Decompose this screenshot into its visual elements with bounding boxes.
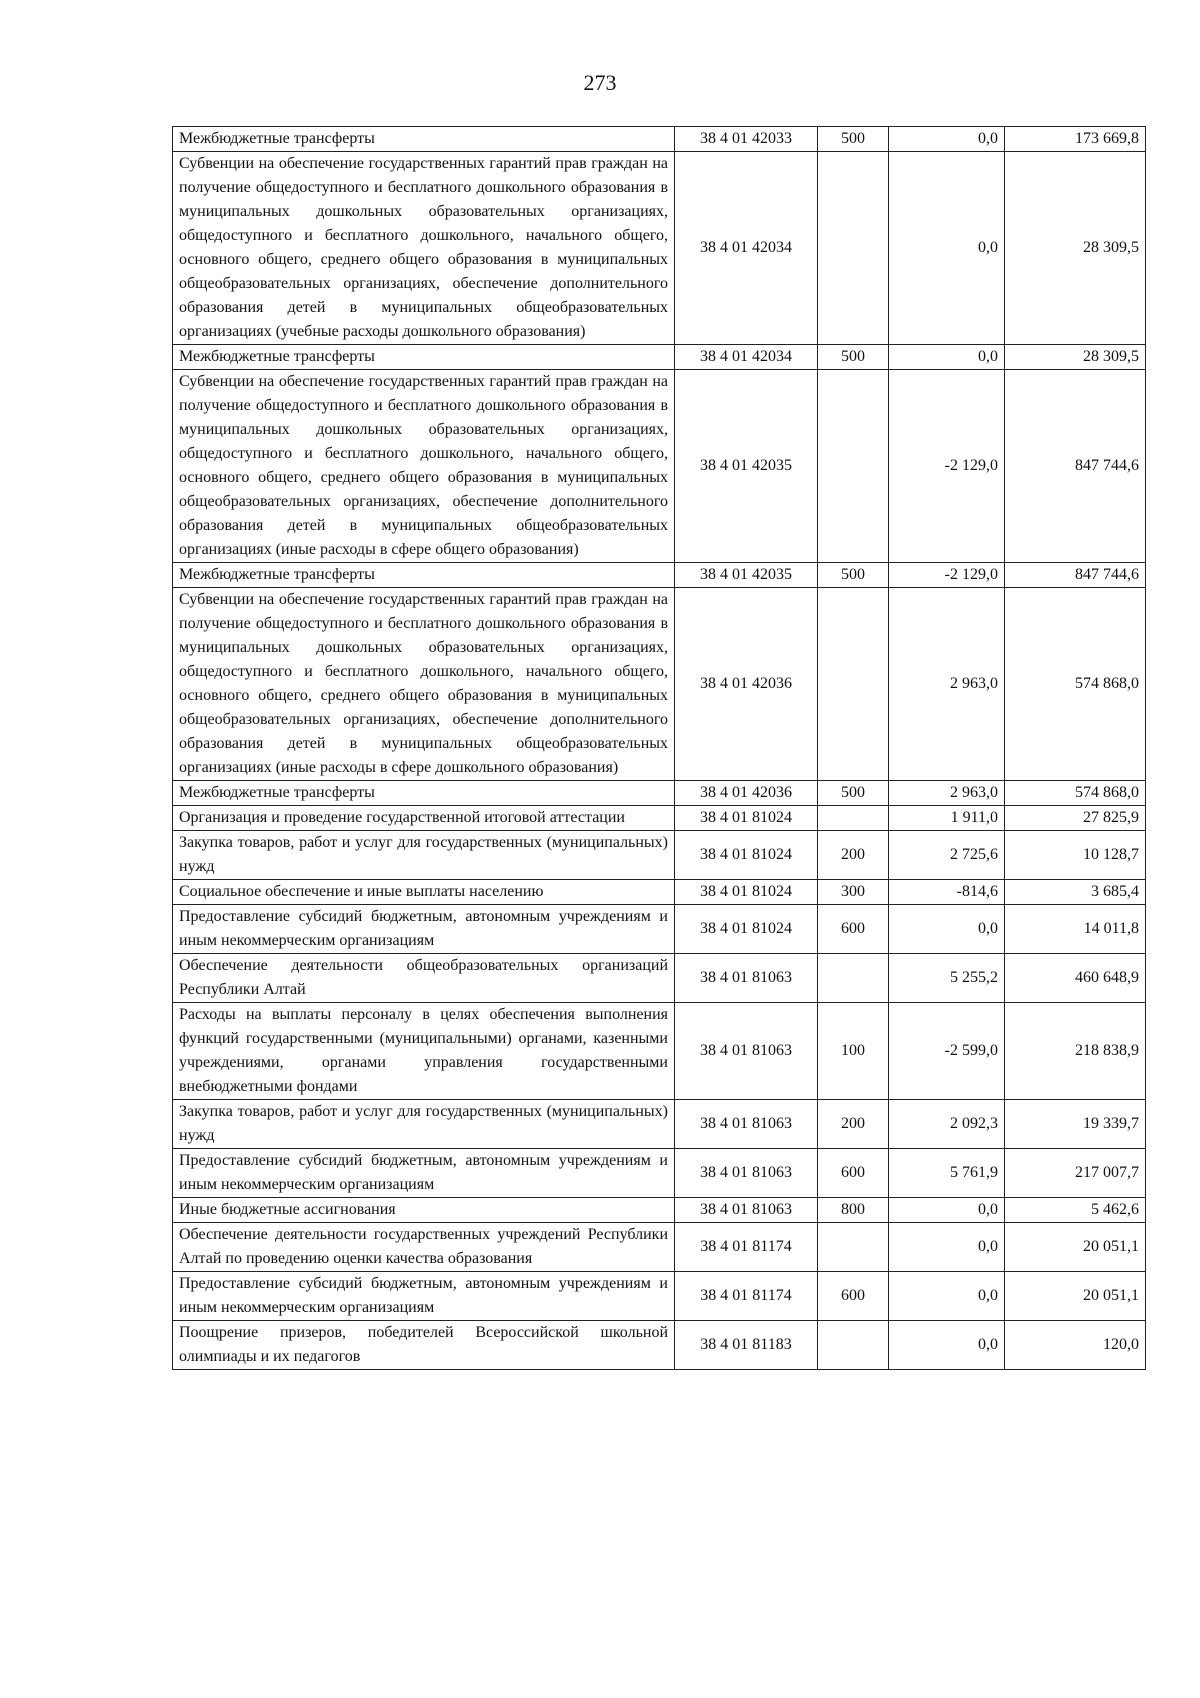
expense-type-cell: 600 <box>818 1149 889 1198</box>
amount-total-cell: 10 128,7 <box>1005 831 1146 880</box>
amount-change-cell: 2 725,6 <box>889 831 1005 880</box>
amount-total-cell: 28 309,5 <box>1005 345 1146 370</box>
expense-type-cell: 200 <box>818 831 889 880</box>
target-code-cell: 38 4 01 42035 <box>675 370 818 563</box>
table-row <box>173 563 1146 588</box>
expense-name-cell: Межбюджетные трансферты <box>173 781 675 806</box>
budget-table-body <box>173 127 1146 1370</box>
expense-name-cell: Закупка товаров, работ и услуг для государственных (муниципальных) нужд <box>173 1100 675 1149</box>
amount-total-cell: 28 309,5 <box>1005 152 1146 345</box>
amount-total-cell: 847 744,6 <box>1005 370 1146 563</box>
table-row <box>173 588 1146 781</box>
expense-type-cell: 500 <box>818 781 889 806</box>
expense-name-cell: Поощрение призеров, победителей Всероссийской школьной олимпиады и их педагогов <box>173 1321 675 1370</box>
amount-change-cell: -2 129,0 <box>889 563 1005 588</box>
table-row <box>173 127 1146 152</box>
expense-type-cell <box>818 370 889 563</box>
target-code-cell: 38 4 01 42035 <box>675 563 818 588</box>
page-number: 273 <box>583 70 617 95</box>
amount-total-cell: 3 685,4 <box>1005 880 1146 905</box>
expense-type-cell <box>818 588 889 781</box>
amount-total-cell: 27 825,9 <box>1005 806 1146 831</box>
target-code-cell: 38 4 01 42036 <box>675 588 818 781</box>
amount-change-cell: -814,6 <box>889 880 1005 905</box>
expense-name-cell: Предоставление субсидий бюджетным, автономным учреждениям и иным некоммерческим организациям <box>173 1149 675 1198</box>
expense-type-cell: 500 <box>818 563 889 588</box>
table-row <box>173 370 1146 563</box>
amount-change-cell: 0,0 <box>889 1272 1005 1321</box>
target-code-cell: 38 4 01 81024 <box>675 831 818 880</box>
target-code-cell: 38 4 01 81024 <box>675 806 818 831</box>
amount-total-cell: 173 669,8 <box>1005 127 1146 152</box>
target-code-cell: 38 4 01 81183 <box>675 1321 818 1370</box>
table-row <box>173 1149 1146 1198</box>
expense-type-cell: 600 <box>818 905 889 954</box>
expense-name-cell: Обеспечение деятельности общеобразовательных организаций Республики Алтай <box>173 954 675 1003</box>
amount-change-cell: 5 255,2 <box>889 954 1005 1003</box>
expense-name-cell: Предоставление субсидий бюджетным, автономным учреждениям и иным некоммерческим организациям <box>173 905 675 954</box>
expense-type-cell <box>818 152 889 345</box>
amount-change-cell: -2 599,0 <box>889 1003 1005 1100</box>
expense-type-cell: 300 <box>818 880 889 905</box>
expense-type-cell <box>818 806 889 831</box>
expense-name-cell: Обеспечение деятельности государственных учреждений Республики Алтай по проведению оценки качества образования <box>173 1223 675 1272</box>
expense-name-cell: Субвенции на обеспечение государственных гарантий прав граждан на получение общедоступного и бесплатного дошкольного образования в муниципальных дошкольных образовательных организациях, общедоступного и бесплатного дошкольного, начального общего, основного общего, среднего общего образования в муниципальных общеобразовательных организациях, обеспечение дополнительного образования детей в муниципальных общеобразовательных организациях (учебные расходы дошкольного образования) <box>173 152 675 345</box>
table-row <box>173 152 1146 345</box>
target-code-cell: 38 4 01 81063 <box>675 954 818 1003</box>
table-row <box>173 781 1146 806</box>
amount-total-cell: 218 838,9 <box>1005 1003 1146 1100</box>
expense-name-cell: Межбюджетные трансферты <box>173 345 675 370</box>
expense-name-cell: Социальное обеспечение и иные выплаты населению <box>173 880 675 905</box>
expense-type-cell: 800 <box>818 1198 889 1223</box>
expense-name-cell: Предоставление субсидий бюджетным, автономным учреждениям и иным некоммерческим организациям <box>173 1272 675 1321</box>
amount-change-cell: 0,0 <box>889 1223 1005 1272</box>
table-row <box>173 1198 1146 1223</box>
expense-name-cell: Организация и проведение государственной итоговой аттестации <box>173 806 675 831</box>
target-code-cell: 38 4 01 81024 <box>675 905 818 954</box>
target-code-cell: 38 4 01 81063 <box>675 1198 818 1223</box>
amount-change-cell: 2 092,3 <box>889 1100 1005 1149</box>
expense-name-cell: Иные бюджетные ассигнования <box>173 1198 675 1223</box>
amount-total-cell: 5 462,6 <box>1005 1198 1146 1223</box>
expense-type-cell: 200 <box>818 1100 889 1149</box>
table-row <box>173 1272 1146 1321</box>
amount-change-cell: 2 963,0 <box>889 781 1005 806</box>
table-row <box>173 1223 1146 1272</box>
amount-total-cell: 847 744,6 <box>1005 563 1146 588</box>
budget-table <box>172 126 1146 1370</box>
amount-total-cell: 574 868,0 <box>1005 588 1146 781</box>
amount-total-cell: 217 007,7 <box>1005 1149 1146 1198</box>
target-code-cell: 38 4 01 42034 <box>675 345 818 370</box>
target-code-cell: 38 4 01 42034 <box>675 152 818 345</box>
table-row <box>173 1321 1146 1370</box>
expense-name-cell: Субвенции на обеспечение государственных гарантий прав граждан на получение общедоступного и бесплатного дошкольного образования в муниципальных дошкольных образовательных организациях, общедоступного и бесплатного дошкольного, начального общего, основного общего, среднего общего образования в муниципальных общеобразовательных организациях, обеспечение дополнительного образования детей в муниципальных общеобразовательных организациях (иные расходы в сфере дошкольного образования) <box>173 588 675 781</box>
table-row <box>173 806 1146 831</box>
expense-type-cell: 500 <box>818 345 889 370</box>
amount-total-cell: 20 051,1 <box>1005 1223 1146 1272</box>
amount-change-cell: 0,0 <box>889 905 1005 954</box>
table-row <box>173 905 1146 954</box>
target-code-cell: 38 4 01 81024 <box>675 880 818 905</box>
amount-total-cell: 14 011,8 <box>1005 905 1146 954</box>
amount-change-cell: 2 963,0 <box>889 588 1005 781</box>
amount-total-cell: 19 339,7 <box>1005 1100 1146 1149</box>
expense-name-cell: Межбюджетные трансферты <box>173 563 675 588</box>
target-code-cell: 38 4 01 81063 <box>675 1149 818 1198</box>
expense-type-cell: 100 <box>818 1003 889 1100</box>
target-code-cell: 38 4 01 42033 <box>675 127 818 152</box>
expense-type-cell <box>818 1321 889 1370</box>
amount-change-cell: 0,0 <box>889 152 1005 345</box>
target-code-cell: 38 4 01 81174 <box>675 1223 818 1272</box>
amount-total-cell: 460 648,9 <box>1005 954 1146 1003</box>
table-row <box>173 880 1146 905</box>
table-row <box>173 831 1146 880</box>
target-code-cell: 38 4 01 81063 <box>675 1003 818 1100</box>
target-code-cell: 38 4 01 42036 <box>675 781 818 806</box>
table-row <box>173 1003 1146 1100</box>
expense-type-cell: 600 <box>818 1272 889 1321</box>
amount-change-cell: -2 129,0 <box>889 370 1005 563</box>
amount-total-cell: 574 868,0 <box>1005 781 1146 806</box>
amount-change-cell: 0,0 <box>889 127 1005 152</box>
amount-change-cell: 5 761,9 <box>889 1149 1005 1198</box>
amount-change-cell: 0,0 <box>889 345 1005 370</box>
expense-type-cell <box>818 954 889 1003</box>
amount-change-cell: 1 911,0 <box>889 806 1005 831</box>
target-code-cell: 38 4 01 81063 <box>675 1100 818 1149</box>
expense-name-cell: Межбюджетные трансферты <box>173 127 675 152</box>
expense-name-cell: Субвенции на обеспечение государственных гарантий прав граждан на получение общедоступного и бесплатного дошкольного образования в муниципальных дошкольных образовательных организациях, общедоступного и бесплатного дошкольного, начального общего, основного общего, среднего общего образования в муниципальных общеобразовательных организациях, обеспечение дополнительного образования детей в муниципальных общеобразовательных организациях (иные расходы в сфере общего образования) <box>173 370 675 563</box>
expense-name-cell: Расходы на выплаты персоналу в целях обеспечения выполнения функций государственными (муниципальными) органами, казенными учреждениями, органами управления государственными внебюджетными фондами <box>173 1003 675 1100</box>
amount-total-cell: 120,0 <box>1005 1321 1146 1370</box>
amount-change-cell: 0,0 <box>889 1321 1005 1370</box>
target-code-cell: 38 4 01 81174 <box>675 1272 818 1321</box>
table-row <box>173 345 1146 370</box>
amount-change-cell: 0,0 <box>889 1198 1005 1223</box>
table-row <box>173 1100 1146 1149</box>
table-row <box>173 954 1146 1003</box>
expense-type-cell <box>818 1223 889 1272</box>
expense-name-cell: Закупка товаров, работ и услуг для государственных (муниципальных) нужд <box>173 831 675 880</box>
amount-total-cell: 20 051,1 <box>1005 1272 1146 1321</box>
expense-type-cell: 500 <box>818 127 889 152</box>
